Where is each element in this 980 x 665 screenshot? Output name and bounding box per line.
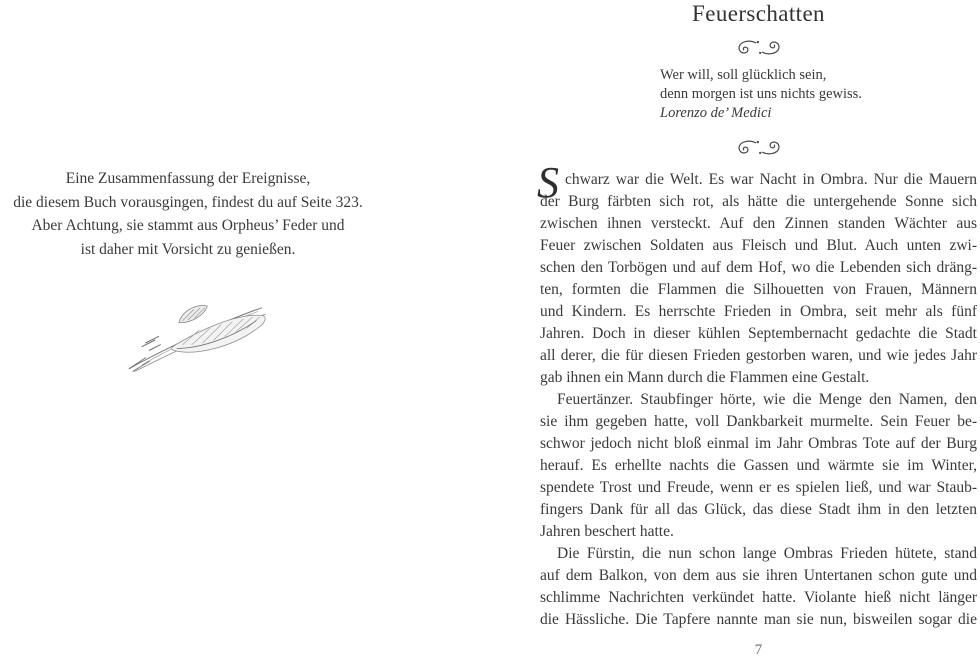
body-line: Feuertänzer. Staubfinger hörte, wie die Menge den Namen, den [557, 391, 977, 408]
scroll-flourish-icon [736, 139, 782, 156]
body-line: sie ihm gegeben hatte, voll Dankbarkeit murmelte. Sein Feuer be- [540, 413, 977, 430]
body-line: Jahren beschert hatte. [540, 523, 674, 540]
right-page [537, 0, 977, 665]
scroll-flourish-icon [736, 39, 782, 56]
note-line: ist daher mit Vorsicht zu genießen. [80, 240, 296, 258]
epigraph-line: denn morgen ist uns nichts gewiss. [660, 86, 862, 102]
feather-sketch-icon [120, 284, 280, 376]
body-line: all derer, die für diesen Frieden gestorben waren, und wie jedes Jahr [540, 347, 977, 364]
body-line: schwor jedoch nicht bloß einmal im Jahr Ombras Tote auf der Burg [540, 435, 977, 452]
epigraph-attribution: Lorenzo de’ Medici [660, 105, 772, 121]
body-line: spendete Trost und Freude, wenn er es spielen ließ, und war Staub- [540, 479, 977, 496]
body-line: schen den Torbögen und auf dem Hof, wo die Lebenden sich dräng- [540, 259, 977, 276]
note-line: Eine Zusammenfassung der Ereignisse, [65, 170, 311, 187]
ornament-section [540, 139, 977, 156]
body-line: schlimme Nachrichten verkündet hatte. Violante hieß nicht länger [540, 589, 977, 606]
drop-cap: S [537, 158, 559, 207]
note-line: die diesem Buch vorausgingen, findest du auf Seite 323. [13, 193, 363, 211]
body-line: auf dem Balkon, von dem aus sie ihren Untertanen schon gute und [540, 567, 977, 584]
body-line: der Burg färbten sich rot, als hätte die untergehende Sonne sich [540, 193, 977, 210]
chapter-body [537, 158, 977, 631]
body-line: herauf. Es erhellte nachts die Gassen und wärmte sie im Winter, [540, 457, 977, 474]
body-line: und Kindern. Es herrschte Frieden in Ombra, seit mehr als fünf [540, 303, 977, 320]
body-line: zwischen ihnen versteckt. Auf den Zinnen standen Wächter aus [540, 215, 977, 232]
body-line: ten, formten die Flammen die Silhouetten von Frauen, Männern [540, 281, 977, 298]
body-line: Die Fürstin, die nun schon lange Ombras Frieden hütete, stand [557, 545, 977, 562]
note-line: Aber Achtung, sie stammt aus Orpheus’ Feder und [31, 217, 345, 234]
ornament-top [540, 39, 977, 56]
body-line: fingers Dank für all das Glück, das diese Stadt ihm in den letzten [540, 501, 977, 518]
page-number: 7 [754, 642, 763, 658]
body-line: die Hässliche. Die Tapfere nannte man sie nun, bisweilen sogar die [540, 611, 977, 628]
epigraph-line: Wer will, soll glücklich sein, [660, 67, 827, 83]
left-page-note [0, 167, 376, 261]
body-line: gab ihnen ein Mann durch die Flammen eine Gestalt. [540, 369, 870, 386]
chapter-title: Feuerschatten [692, 1, 825, 26]
epigraph [660, 66, 862, 123]
body-line: Feuer zwischen Soldaten aus Fleisch und Blut. Auch unten zwi- [540, 237, 977, 254]
body-line: S chwarz war die Welt. Es war Nacht in Ombra. Nur die Mauern [537, 158, 977, 207]
body-line: Jahren. Doch in dieser kühlen Septembernacht gedachte die Stadt [540, 325, 977, 342]
feather-illustration [120, 284, 280, 376]
